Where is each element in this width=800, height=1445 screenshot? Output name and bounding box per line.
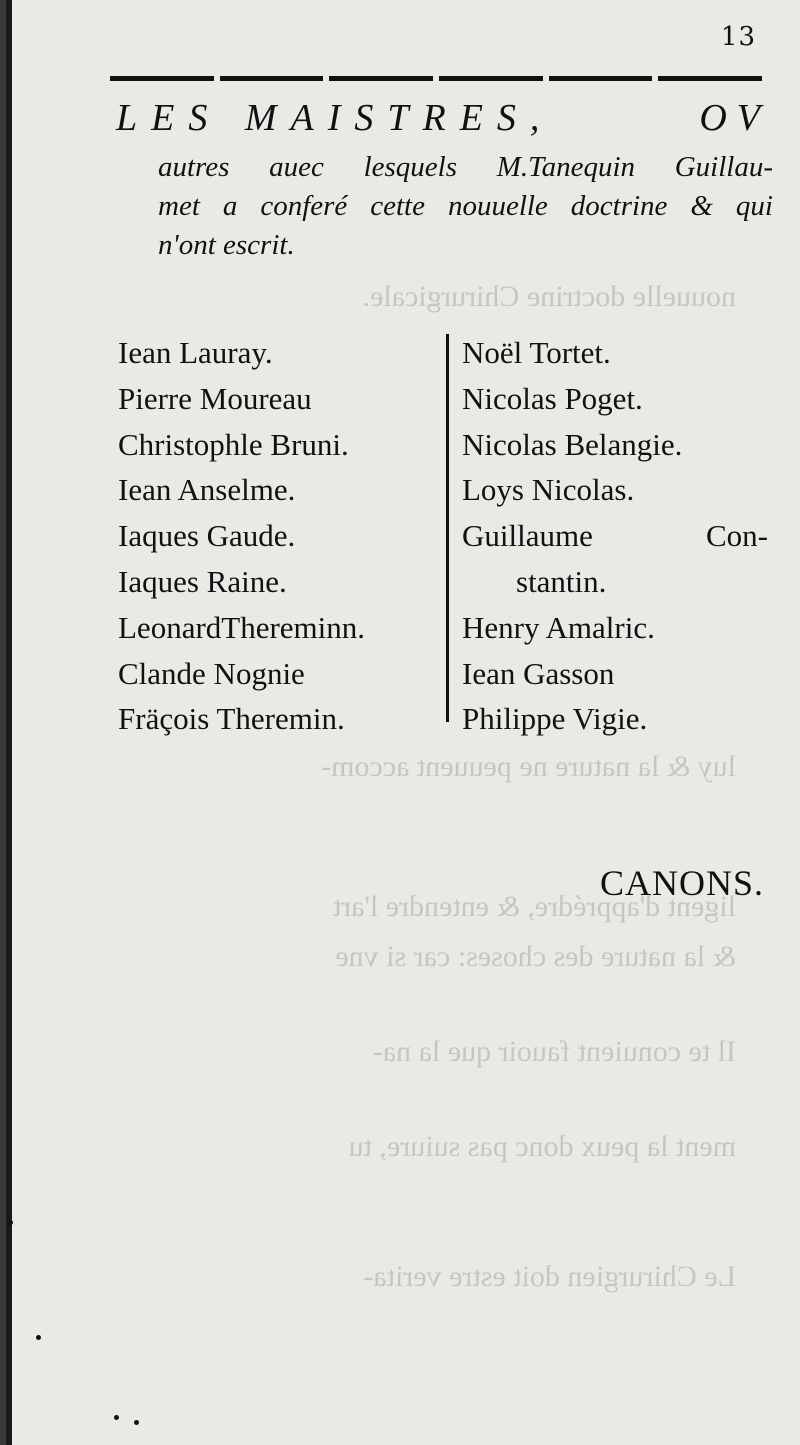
name-entry: Henry Amalric. — [462, 609, 655, 645]
names-right-column — [462, 330, 768, 742]
section-title-left: LES MAISTRES, — [116, 97, 554, 139]
canons-heading: CANONS. — [600, 863, 765, 903]
header-rule — [110, 76, 762, 81]
page-number: 13 — [720, 22, 756, 52]
show-through: nouuelle doctrine Chirurgicale. — [362, 280, 736, 313]
name-entry: Pierre Moureau — [118, 380, 312, 416]
ink-speck — [36, 1335, 41, 1340]
name-entry: Philippe Vigie. — [462, 701, 648, 737]
show-through: & la nature des choses: car si vne — [335, 940, 736, 973]
subtitle-line: n'ont escrit. — [158, 229, 295, 261]
section-subtitle — [158, 148, 773, 265]
subtitle-line: met a conferé cette nouuelle doctrine & qui — [158, 190, 773, 222]
show-through: Il te conuient fauoir que la na- — [372, 1035, 736, 1068]
ink-speck — [8, 1220, 13, 1225]
name-entry: Guillaume — [462, 518, 593, 554]
name-entry: Fräçois Theremin. — [118, 701, 345, 737]
section-title — [116, 96, 770, 140]
name-entry: Loys Nicolas. — [462, 472, 635, 508]
section-title-right: OV — [699, 97, 770, 139]
page-edge — [6, 0, 12, 1445]
name-entry: Iean Anselme. — [118, 472, 296, 508]
names-left-column — [118, 330, 438, 742]
show-through: luy & la nature ne peuuent accom- — [321, 750, 736, 783]
show-through: ligent d'apprédre, & entendre l'art — [332, 890, 736, 923]
name-entry: Nicolas Poget. — [462, 380, 643, 416]
book-page — [6, 0, 800, 1445]
ink-speck — [114, 1415, 119, 1420]
name-entry: LeonardThereminn. — [118, 609, 366, 645]
name-entry: Iaques Raine. — [118, 563, 287, 599]
name-entry: Clande Nognie — [118, 655, 305, 691]
name-entry: Christophle Bruni. — [118, 426, 349, 462]
show-through: ment la peux donc pas suiure, tu — [348, 1130, 736, 1163]
name-entry: Nicolas Belangie. — [462, 426, 683, 462]
subtitle-line: autres auec lesquels M.Tanequin Guillau- — [158, 151, 773, 183]
column-divider — [446, 334, 449, 722]
ink-speck — [134, 1420, 139, 1425]
name-entry: Con- — [706, 518, 768, 554]
name-entry: Iaques Gaude. — [118, 518, 296, 554]
name-entry: stantin. — [516, 563, 607, 599]
name-entry: Noël Tortet. — [462, 335, 611, 370]
name-entry-split — [462, 513, 768, 559]
show-through: Le Chirurgien doit estre verita- — [363, 1260, 736, 1293]
name-entry: Iean Gasson — [462, 655, 615, 691]
name-entry: Iean Lauray. — [118, 335, 273, 370]
